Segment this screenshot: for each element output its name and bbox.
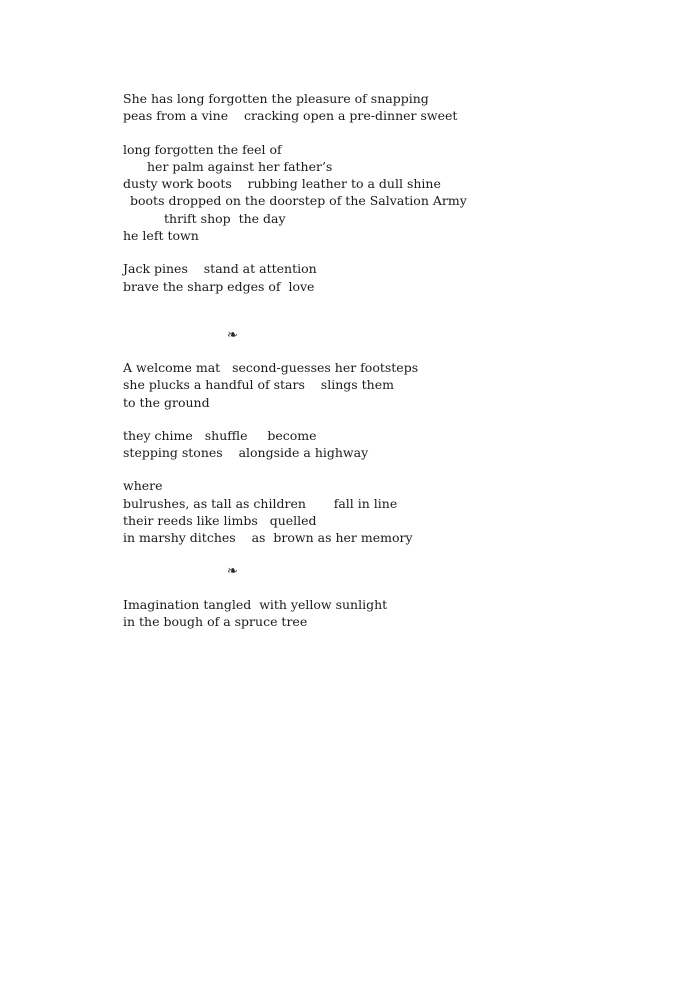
poem-line: he left town xyxy=(123,228,199,244)
poem-line: Jack pines stand at attention xyxy=(123,261,317,277)
stanza-4 xyxy=(123,359,623,411)
floral-heart-icon: ❧ xyxy=(227,327,238,343)
poem-line: her palm against her father’s xyxy=(147,158,333,174)
stanza-6 xyxy=(123,477,623,546)
poem-line: to the ground xyxy=(123,394,210,410)
poem-line: in marshy ditches as brown as her memory xyxy=(123,530,413,546)
poem-line: they chime shuffle become xyxy=(123,427,317,443)
stanza-5 xyxy=(123,427,623,462)
poem-line: She has long forgotten the pleasure of snapping xyxy=(123,91,429,106)
stanza-2 xyxy=(123,141,623,245)
stanza-3 xyxy=(123,260,623,295)
stanza-1 xyxy=(123,90,623,125)
section-divider xyxy=(123,327,623,345)
floral-heart-icon: ❧ xyxy=(227,563,238,579)
poem xyxy=(123,90,623,646)
poem-line: Imagination tangled with yellow sunlight xyxy=(123,596,388,612)
poem-line: bulrushes, as tall as children fall in line xyxy=(123,495,398,511)
poem-line: peas from a vine cracking open a pre-dinner sweet xyxy=(123,108,458,124)
poem-line: their reeds like limbs quelled xyxy=(123,513,317,529)
section-divider xyxy=(123,563,623,581)
poem-line: boots dropped on the doorstep of the Salvation Army xyxy=(130,193,467,209)
poem-line: dusty work boots rubbing leather to a dull shine xyxy=(123,176,441,192)
poem-line: stepping stones alongside a highway xyxy=(123,445,369,461)
poem-line: in the bough of a spruce tree xyxy=(123,613,308,629)
stanza-7 xyxy=(123,596,623,631)
poem-line: she plucks a handful of stars slings them xyxy=(123,377,394,393)
poem-line: long forgotten the feel of xyxy=(123,141,282,157)
poem-line: brave the sharp edges of love xyxy=(123,278,315,294)
poem-line: A welcome mat second-guesses her footsteps xyxy=(123,359,419,375)
poem-line: thrift shop the day xyxy=(164,210,286,226)
poem-line: where xyxy=(123,478,163,494)
